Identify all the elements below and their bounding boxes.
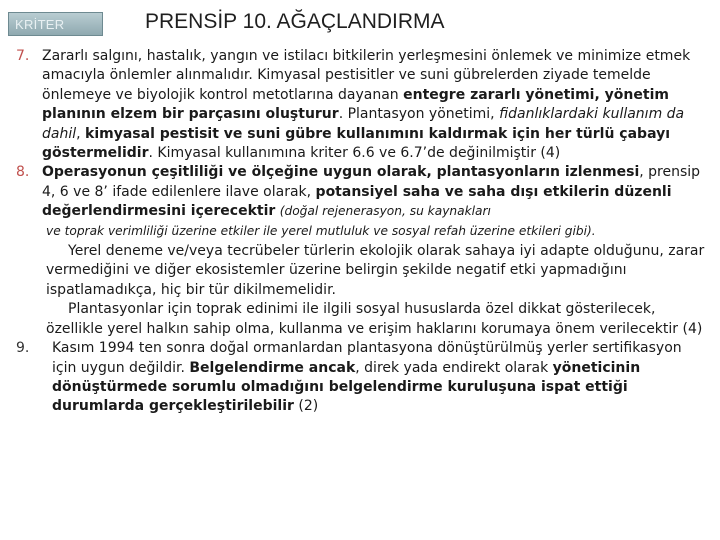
text-run: entegre zararlı yönetimi, yönetim planının elzem bir parçasını oluşturur bbox=[42, 86, 669, 123]
text-run: kimyasal pestisit ve suni gübre kullanımını kaldırmak için her türlü çabayı göstermelidir bbox=[42, 125, 671, 162]
text-run: (doğal rejenerasyon, su kaynakları bbox=[279, 204, 491, 219]
text-run: , direk yada endirekt olarak bbox=[355, 359, 553, 376]
text-run: . Plantasyon yönetimi, bbox=[338, 106, 500, 123]
criteria-badge: KRİTER bbox=[8, 12, 103, 36]
item-number: 7. bbox=[16, 48, 30, 64]
item-text bbox=[42, 163, 708, 221]
item-text bbox=[42, 47, 708, 163]
item-number: 9. bbox=[16, 340, 30, 357]
text-run: (2) bbox=[293, 398, 319, 415]
list-item-8 bbox=[8, 163, 708, 221]
item-number: 8. bbox=[16, 164, 30, 181]
text-run: fidanlıklardaki kullanım da dahil bbox=[42, 106, 685, 142]
item-paragraph: Plantasyonlar için toprak edinimi ile ilgili sosyal hususlarda özel dikkat gösterilecek, özellikle yerel halkın sahip olma, kullanma ve erişim haklarını korumaya önem verilecektir (4) bbox=[46, 301, 703, 337]
item-note: ve toprak verimliliği üzerine etkiler ile yerel mutluluk ve sosyal refah üzerine etkileri gibi). bbox=[46, 223, 596, 238]
list-item-9 bbox=[8, 339, 708, 417]
text-run: yöneticinin dönüştürmede sorumlu olmadığını belgelendirme kuruluşuna ispat ettiği durumlarda gerçekleştirilebilir bbox=[52, 359, 641, 415]
item-paragraph: Yerel deneme ve/veya tecrübeler türlerin ekolojik olarak sahaya iyi adapte olduğunu, zarar vermediğini ve diğer ekosistemler üzerine belirgin şekilde negatif etki yapmadığını ispatlamadıkça, hiç bir tür dikilmemelidir. bbox=[46, 243, 705, 298]
text-run: , bbox=[76, 125, 86, 142]
criteria-list bbox=[8, 47, 708, 417]
list-item-7 bbox=[8, 47, 708, 163]
text-run: . Kimyasal kullanımına kriter 6.6 ve 6.7’de değinilmiştir (4) bbox=[148, 145, 561, 162]
text-run: potansiyel saha ve saha dışı etkilerin düzenli değerlendirmesini içerecektir bbox=[42, 183, 672, 220]
text-run: Operasyonun çeşitliliği ve ölçeğine uygun olarak, plantasyonların izlenmesi bbox=[42, 164, 640, 181]
page-title: PRENSİP 10. AĞAÇLANDIRMA bbox=[145, 10, 445, 33]
text-run: Belgelendirme ancak bbox=[189, 359, 356, 376]
item-text bbox=[42, 339, 708, 417]
text-run: Zararlı salgını, hastalık, yangın ve istilacı bitkilerin yerleşmesini önlemek ve minimize etmek amacıyla önlemler alınmalıdır. Kimyasal pestisitler ve suni gübrelerden ziyade temelde önlemeye ve biyolojik kontrol metotlarına dayanan bbox=[42, 48, 691, 103]
text-run: , prensip 4, 6 ve 8’ ifade edilenlere ilave olarak, bbox=[42, 164, 701, 200]
text-run: Kasım 1994 ten sonra doğal ormanlardan plantasyona dönüştürülmüş yerler sertifikasyon için uygun değildir. bbox=[52, 340, 682, 376]
